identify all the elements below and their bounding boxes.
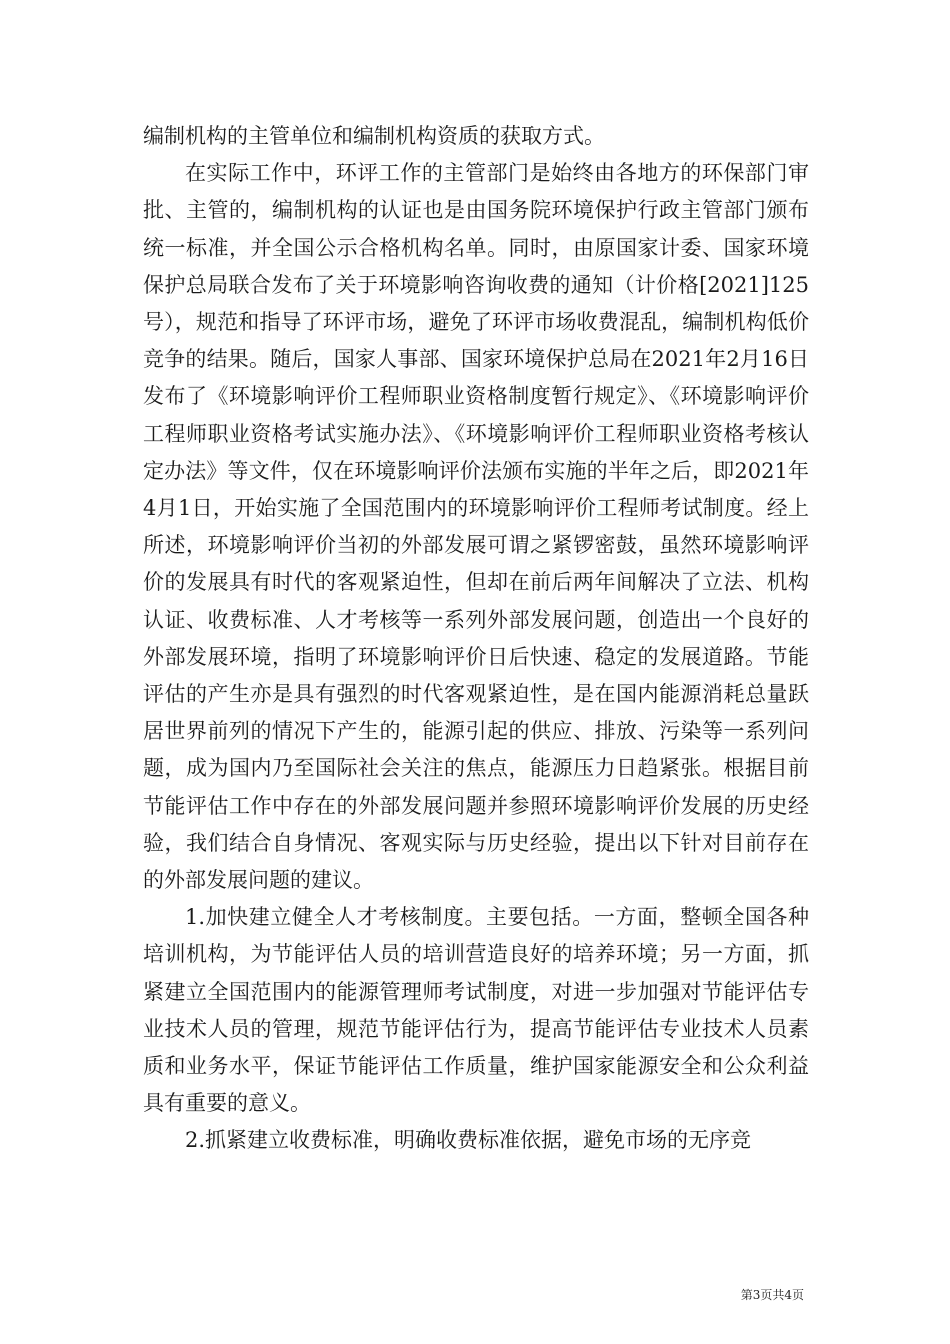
- page-number-footer: 第3页共4页: [740, 1288, 804, 1302]
- paragraph-4: 2.抓紧建立收费标准，明确收费标准依据，避免市场的无序竞: [185, 1128, 752, 1153]
- paragraph-3: 1.加快建立健全人才考核制度。主要包括。一方面，整顿全国各种培训机构，为节能评估人员的培训营造良好的培养环境；另一方面，抓紧建立全国范围内的能源管理师考试制度，对进一步加强对节能评估专业技术人员的管理，规范节能评估行为，提高节能评估专业技术人员素质和业务水平，保证节能评估工作质量，维护国家能源安全和公众利益具有重要的意义。: [143, 905, 809, 1116]
- paragraph-2: 在实际工作中，环评工作的主管部门是始终由各地方的环保部门审批、主管的，编制机构的认证也是由国务院环境保护行政主管部门颁布统一标准，并全国公示合格机构名单。同时，由原国家计委、国家环境保护总局联合发布了关于环境影响咨询收费的通知（计价格[2021]125号），规范和指导了环评市场，避免了环评市场收费混乱，编制机构低价竞争的结果。随后，国家人事部、国家环境保护总局在2021年2月16日发布了《环境影响评价工程师职业资格制度暂行规定》、《环境影响评价工程师职业资格考试实施办法》、《环境影响评价工程师职业资格考核认定办法》等文件，仅在环境影响评价法颁布实施的半年之后，即2021年4月1日，开始实施了全国范围内的环境影响评价工程师考试制度。经上所述，环境影响评价当初的外部发展可谓之紧锣密鼓，虽然环境影响评价的发展具有时代的客观紧迫性，但却在前后两年间解决了立法、机构认证、收费标准、人才考核等一系列外部发展问题，创造出一个良好的外部发展环境，指明了环境影响评价日后快速、稳定的发展道路。节能评估的产生亦是具有强烈的时代客观紧迫性，是在国内能源消耗总量跃居世界前列的情况下产生的，能源引起的供应、排放、污染等一系列问题，成为国内乃至国际社会关注的焦点，能源压力日趋紧张。根据目前节能评估工作中存在的外部发展问题并参照环境影响评价发展的历史经验，我们结合自身情况、客观实际与历史经验，提出以下针对目前存在的外部发展问题的建议。: [143, 161, 809, 893]
- paragraph-1: 编制机构的主管单位和编制机构资质的获取方式。: [143, 124, 605, 148]
- document-body: [143, 118, 809, 1160]
